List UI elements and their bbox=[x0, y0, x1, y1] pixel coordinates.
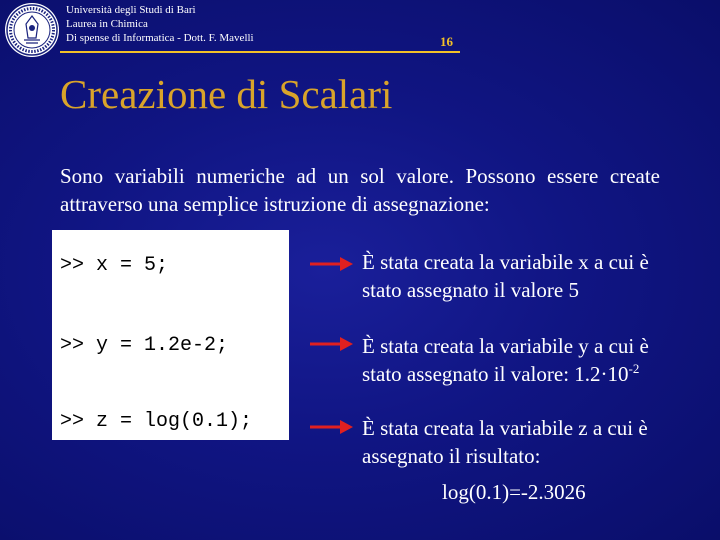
note-y-line2 bbox=[362, 360, 702, 388]
log-result: log(0.1)=-2.3026 bbox=[442, 480, 586, 504]
note-x-line1: È stata creata la variabile x a cui è bbox=[362, 250, 649, 274]
code-line-x: >> x = 5; bbox=[60, 254, 169, 277]
intro-paragraph: Sono variabili numeriche ad un sol valore. Possono essere create attraverso una semplice istruzione di assegnazione: bbox=[60, 164, 660, 216]
note-y-line1: È stata creata la variabile y a cui è bbox=[362, 334, 649, 358]
arrow-right-icon bbox=[308, 419, 354, 435]
note-y-value: stato assegnato il valore: 1.2·10 bbox=[362, 362, 629, 386]
header-course: Laurea in Chimica bbox=[66, 18, 148, 30]
code-line-z: >> z = log(0.1); bbox=[60, 410, 253, 433]
note-y-exponent: -2 bbox=[628, 361, 640, 376]
header-university: Università degli Studi di Bari bbox=[66, 4, 196, 16]
code-line-y: >> y = 1.2e-2; bbox=[60, 334, 229, 357]
arrow-right-icon bbox=[308, 256, 354, 272]
header-author: Di spense di Informatica - Dott. F. Mavelli bbox=[66, 32, 254, 44]
note-z-line2: assegnato il risultato: bbox=[362, 444, 541, 468]
note-y bbox=[362, 332, 702, 388]
header-divider bbox=[60, 51, 460, 53]
page-number: 16 bbox=[440, 34, 453, 49]
note-x-line2: stato assegnato il valore 5 bbox=[362, 278, 579, 302]
note-x bbox=[362, 248, 702, 304]
slide-title: Creazione di Scalari bbox=[60, 71, 393, 117]
arrow-right-icon bbox=[308, 336, 354, 352]
university-seal-icon bbox=[4, 2, 60, 58]
note-z-line1: È stata creata la variabile z a cui è bbox=[362, 416, 648, 440]
header-text bbox=[66, 3, 254, 45]
note-z bbox=[362, 414, 702, 470]
